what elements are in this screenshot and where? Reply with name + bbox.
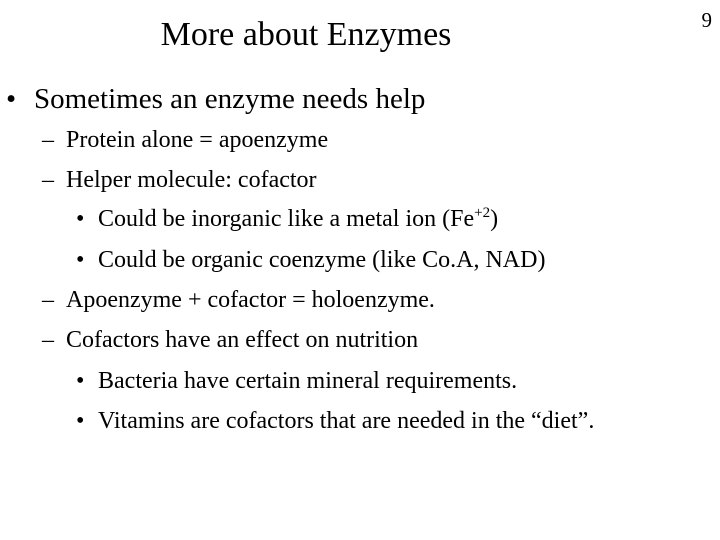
- bullet-text: Bacteria have certain mineral requirements.: [98, 368, 518, 394]
- bullet-text: Vitamins are cofactors that are needed in the “diet”.: [98, 408, 595, 434]
- superscript-charge: +2: [474, 205, 491, 221]
- bullet-text: Could be organic coenzyme (like Co.A, NAD): [98, 247, 546, 273]
- dash-marker: –: [42, 127, 54, 153]
- bullet-text: Cofactors have an effect on nutrition: [66, 327, 419, 353]
- slide-title: More about Enzymes: [160, 16, 452, 53]
- page-number: 9: [701, 8, 712, 32]
- bullet-level3: [76, 406, 594, 436]
- bullet-text: Protein alone = apoenzyme: [66, 127, 329, 153]
- bullet-marker: •: [76, 368, 85, 394]
- dash-marker: –: [42, 167, 54, 193]
- bullet-level2: [42, 125, 328, 155]
- bullet-marker: •: [6, 83, 17, 115]
- bullet-level2: [42, 165, 317, 195]
- bullet-level3: [76, 245, 545, 275]
- bullet-text: Helper molecule: cofactor: [66, 167, 317, 193]
- bullet-text: Apoenzyme + cofactor = holoenzyme.: [66, 287, 435, 313]
- bullet-level2: [42, 325, 418, 355]
- bullet-marker: •: [76, 206, 85, 232]
- bullet-level3: [76, 204, 498, 237]
- dash-marker: –: [42, 327, 54, 353]
- bullet-text: Sometimes an enzyme needs help: [34, 83, 426, 115]
- bullet-marker: •: [76, 247, 85, 273]
- dash-marker: –: [42, 287, 54, 313]
- bullet-marker: •: [76, 408, 85, 434]
- bullet-text: Could be inorganic like a metal ion $(Fe^{+2})$: [98, 205, 499, 232]
- bullet-level3: [76, 366, 517, 396]
- bullet-level1: [6, 81, 425, 117]
- bullet-level2: [42, 285, 435, 315]
